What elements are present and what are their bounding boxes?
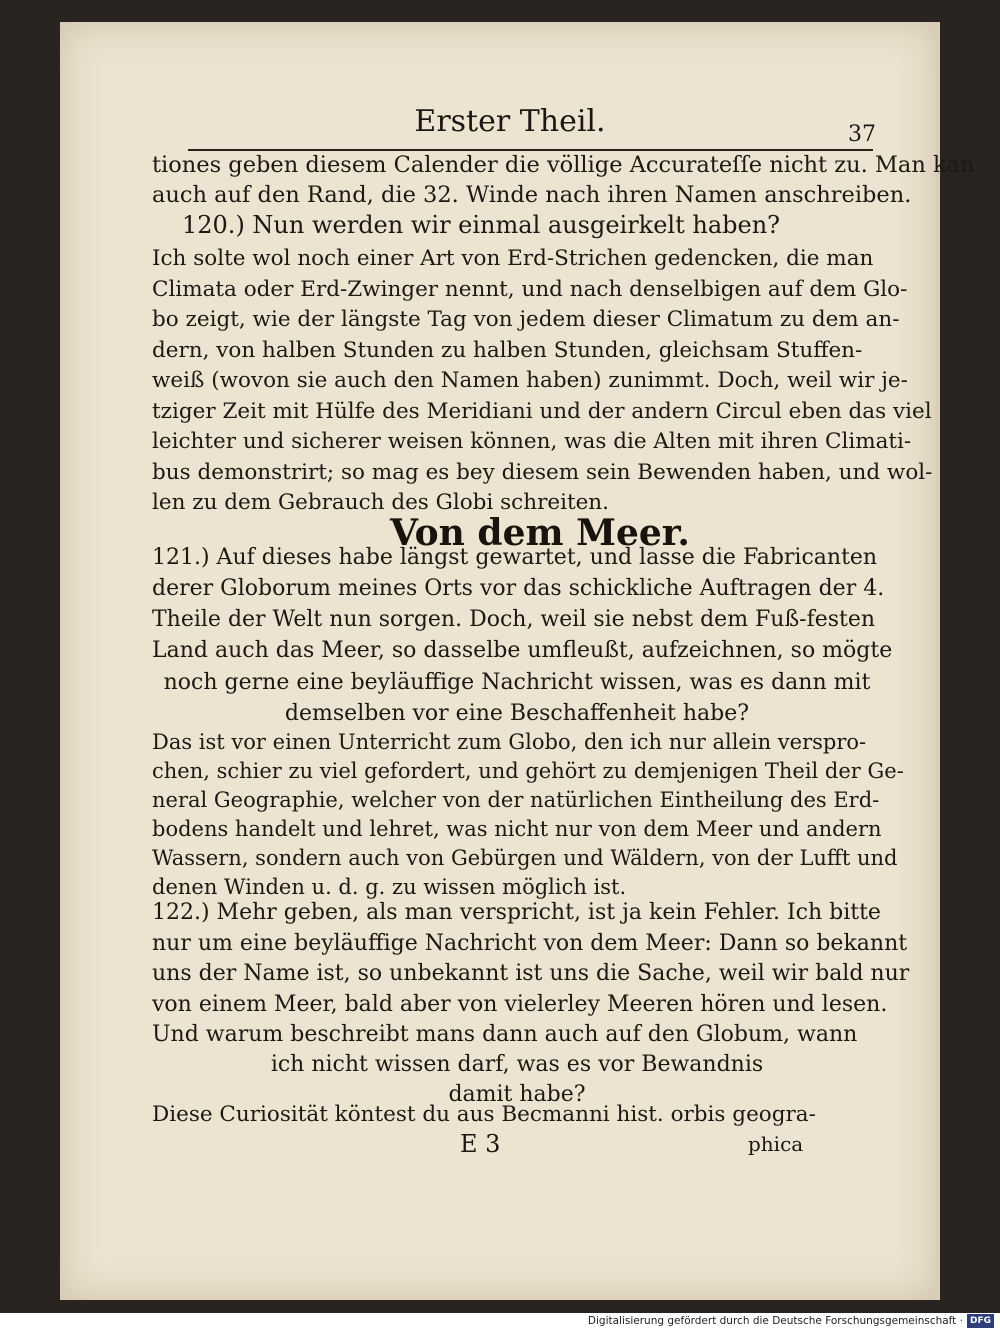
text-line: leichter und sicherer weisen können, was die Alten mit ihren Climati- — [152, 429, 912, 454]
text-line: bo zeigt, wie der längste Tag von jedem dieser Climatum zu dem an- — [152, 307, 900, 332]
text-line: dern, von halben Stunden zu halben Stunden, gleichsam Stuffen- — [152, 337, 863, 363]
text-line: Diese Curiosität köntest du aus Becmanni hist. orbis geogra- — [152, 1102, 816, 1127]
question-121 — [152, 542, 893, 666]
footer-credit: Digitalisierung gefördert durch die Deutsche Forschungsgemeinschaft · — [587, 1315, 963, 1327]
text-line: chen, schier zu viel gefordert, und gehört zu demjenigen Theil der Ge- — [152, 759, 904, 783]
text-line: 120.) Nun werden wir einmal ausgeirkelt haben? — [182, 211, 781, 239]
text-line: Und warum beschreibt mans dann auch auf den Globum, wann — [152, 1022, 858, 1047]
text-line: Climata oder Erd-Zwinger nennt, und nach denselbigen auf dem Glo- — [152, 276, 908, 302]
text-line: uns der Name ist, so unbekannt ist uns die Sache, weil wir bald nur — [152, 961, 910, 986]
text-line: derer Globorum meines Orts vor das schickliche Auftragen der 4. — [152, 576, 885, 601]
text-line: neral Geographie, welcher von der natürlichen Eintheilung des Erd- — [152, 788, 880, 812]
text-line: 122.) Mehr geben, als man verspricht, ist ja kein Fehler. Ich bitte — [152, 900, 881, 925]
catchword: phica — [748, 1132, 804, 1156]
text-line: len zu dem Gebrauch des Globi schreiten. — [152, 490, 609, 515]
question-121-end — [152, 667, 882, 729]
running-head: Erster Theil. — [414, 104, 606, 139]
text-line: Ich solte wol noch einer Art von Erd-Strichen gedencken, die man — [152, 246, 874, 271]
text-line: Theile der Welt nun sorgen. Doch, weil sie nebst dem Fuß-festen — [152, 607, 876, 632]
text-line: auch auf den Rand, die 32. Winde nach ihren Namen anschreiben. — [152, 182, 912, 208]
answer-121 — [152, 728, 904, 902]
text-line: ich nicht wissen darf, was es vor Bewandnis — [270, 1052, 764, 1077]
text-line: damit habe? — [448, 1082, 586, 1107]
text-block-1 — [152, 150, 975, 210]
text-line: denen Winden u. d. g. zu wissen möglich ist. — [152, 875, 627, 899]
text-line: noch gerne eine beyläuffige Nachricht wissen, was es dann mit — [163, 670, 871, 695]
dfg-logo: DFG — [967, 1314, 994, 1328]
text-line: von einem Meer, bald aber von vielerley Meeren hören und lesen. — [152, 991, 888, 1017]
book-page — [60, 22, 975, 1300]
question-120 — [182, 210, 842, 240]
text-line: tiones geben diesem Calender die völlige Accurateſſe nicht zu. Man kan — [152, 152, 975, 178]
text-line: bus demonstrirt; so mag es bey diesem sein Bewenden haben, und wol- — [152, 459, 933, 485]
text-line: weiß (wovon sie auch den Namen haben) zunimmt. Doch, weil wir je- — [152, 368, 908, 393]
text-line: tziger Zeit mit Hülfe des Meridiani und der andern Circul eben das viel — [152, 398, 932, 424]
text-line: Land auch das Meer, so dasselbe umfleußt, aufzeichnen, so mögte — [152, 638, 893, 663]
text-line: nur um eine beyläuffige Nachricht von dem Meer: Dann so bekannt — [152, 930, 908, 956]
section-heading: Von dem Meer. — [390, 512, 690, 554]
page-number: 37 — [848, 122, 876, 147]
answer-122 — [152, 1100, 882, 1130]
text-line: Das ist vor einen Unterricht zum Globo, den ich nur allein verspro- — [152, 730, 867, 754]
text-line: demselben vor eine Beschaffenheit habe? — [284, 701, 750, 726]
text-line: Wassern, sondern auch von Gebürgen und Wäldern, von der Lufft und — [152, 846, 898, 870]
digitization-footer — [0, 1313, 1000, 1329]
question-122 — [152, 898, 910, 1051]
text-line: bodens handelt und lehret, was nicht nur von dem Meer und andern — [152, 817, 882, 841]
answer-120 — [152, 244, 933, 519]
text-line: 121.) Auf dieses habe längst gewartet, und lasse die Fabricanten — [152, 545, 878, 570]
signature-mark: E 3 — [460, 1130, 501, 1158]
